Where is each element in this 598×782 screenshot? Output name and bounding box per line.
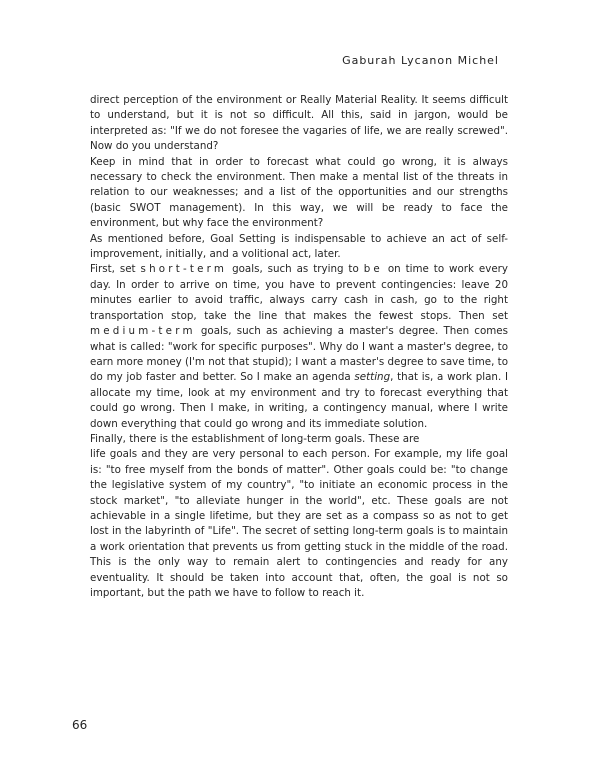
paragraph: direct perception of the environment or Really Material Reality. It seems difficult to understand, but it is not so difficult. All this, said in jargon, would be interpreted as: "If we do not foresee the vagaries of life, we are really screwed". Now do you understand?: [90, 94, 508, 153]
emphasis-medium-term: medium-term: [90, 325, 196, 338]
emphasis-short-term: short-term: [140, 263, 228, 276]
paragraph: life goals and they are very personal to each person. For example, my life goal is: "to free myself from the bonds of matter". Other goals could be: "to change the legislative system of my country", "to initiate an economic process in the stock market", "to alleviate hunger in the world", etc. These goals are not achievable in a single lifetime, but they are set as a compass so as not to get lost in the labyrinth of "Life". The secret of setting long-term goals is to maintain a work orientation that prevents us from getting stuck in the middle of the road. This is the only way to remain alert to contingencies and ready for any eventuality. It should be taken into account that, often, the goal is not so important, but the path we have to follow to reach it.: [90, 448, 508, 599]
paragraph: [90, 262, 508, 431]
paragraph: As mentioned before, Goal Setting is indispensable to achieve an act of self-improvement, initially, and a volitional act, later.: [90, 232, 508, 261]
page-number: 66: [72, 718, 88, 732]
text-run: goals, such as achieving a master's degree. Then comes what is called: "work for specific purposes". Why do I want a master's degree, to earn more money (I'm not that stupid); I want a master's degree to save time, to do my job faster and better. So I make an agenda: [90, 325, 508, 384]
text-run: First, set: [90, 263, 141, 276]
emphasis-setting: setting: [354, 371, 391, 384]
text-run: goals, such as trying to: [227, 263, 364, 276]
text-run: on time to work every day. In order to arrive on time, you have to prevent contingencies: leave 20 minutes earlier to avoid traffic, always carry cash in cash, go to the right transportation stop, take the line that makes the fewest stops. Then set: [90, 263, 508, 322]
paragraph: Finally, there is the establishment of long-term goals. These are: [90, 432, 420, 445]
body-text: [90, 93, 508, 601]
running-header-author: Gaburah Lycanon Michel: [342, 54, 499, 67]
paragraph: Keep in mind that in order to forecast what could go wrong, it is always necessary to check the environment. Then make a mental list of the threats in relation to our weaknesses; and a list of the opportunities and our strengths (basic SWOT management). In this way, we will be ready to face the environment, but why face the environment?: [90, 155, 508, 230]
text-run: , that is, a work plan. I allocate my time, look at my environment and try to forecast everything that could go wrong. Then I make, in writing, a contingency manual, where I write down everything that could go wrong and its immediate solution.: [90, 371, 509, 430]
emphasis-be: be: [363, 263, 383, 276]
